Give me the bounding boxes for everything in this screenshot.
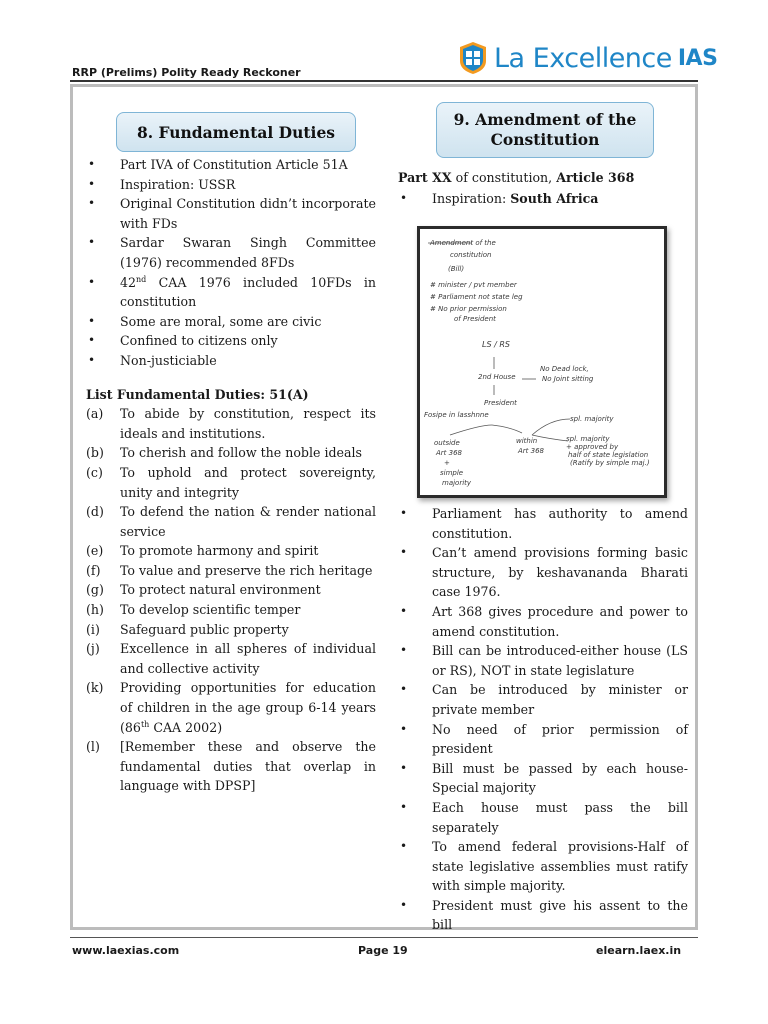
list-item: • Each house must pass the bill separately [398,798,688,837]
sketch-approved: + approved by [566,443,619,451]
sketch-bill: (Bill) [448,265,465,273]
logo-suffix: IAS [677,45,718,71]
footer-page-number: Page 19 [358,944,408,957]
footer-website: www.laexias.com [72,944,180,957]
sketch-note-3: # No prior permission [430,305,507,313]
sketch-note-4: of President [454,315,496,323]
list-item: • Part IVA of Constitution Article 51A [86,155,376,175]
list-item: • Original Constitution didn’t incorporate with FDs [86,194,376,233]
handwritten-notes-image [417,226,667,498]
logo-badge-icon [458,41,488,75]
list-item: (e) To promote harmony and spirit [86,543,319,559]
header-divider [70,80,698,82]
sketch-no-deadlock: No Dead lock, [540,365,589,373]
list-item: (i) Safeguard public property [86,621,289,637]
list-item: (c) To uphold and protect sovereignty, unity and integrity [86,464,376,500]
list-item: • Inspiration: South Africa [398,189,688,209]
sketch-second-house: 2nd House [478,373,516,381]
sketch-majority: majority [442,479,472,487]
sketch-president: President [484,399,517,407]
sketch-plus: + [444,459,450,467]
section-title-line1: 9. Amendment of the [453,110,637,129]
sketch-heading-1: Amendment of the [430,239,496,247]
fd-bullet-list [86,155,376,371]
footer-elearn: elearn.laex.in [596,944,682,957]
logo-text: La Excellence [494,42,672,74]
sketch-note-1: # minister / pvt member [430,281,517,289]
sketch-outside: outside [434,439,460,447]
list-item: (j) Excellence in all spheres of individual and collective activity [86,641,376,676]
list-item: • Inspiration: USSR [86,175,376,195]
sketch-art368-a: Art 368 [436,449,462,457]
sketch-note-2: # Parliament not state leg [430,293,523,301]
list-item: • Can be introduced by minister or private member [398,680,688,719]
list-item: • Some are moral, some are civic [86,312,376,332]
sketch-simple-maj-note: (Ratify by simple maj.) [570,459,650,467]
brand-logo [458,40,717,76]
document-header-title: RRP (Prelims) Polity Ready Reckoner [72,66,301,79]
list-item: • 42nd CAA 1976 included 10FDs in constitution [86,273,376,312]
list-item: • President must give his assent to the bill [398,896,688,935]
sketch-art368-b: Art 368 [518,447,544,455]
list-item: • No need of prior permission of president [398,720,688,759]
duties-list-heading: List Fundamental Duties: 51(A) [86,386,309,402]
list-item: (h) To develop scientific temper [86,602,301,618]
list-item: • Bill must be passed by each house-Special majority [398,759,688,798]
section-title-amendment [436,102,654,158]
list-item: • Sardar Swaran Singh Committee (1976) recommended 8FDs [86,233,376,272]
list-item: • Bill can be introduced-either house (LS or RS), NOT in state legislature [398,641,688,680]
section-title-text: 8. Fundamental Duties [136,122,336,142]
list-item: (b) To cherish and follow the noble ideals [86,445,363,461]
amendment-intro [398,168,688,208]
list-item: (l) [Remember these and observe the fundamental duties that overlap in language with DPSP] [86,739,376,794]
sketch-no-joint: No Joint sitting [542,375,594,383]
list-item: • Confined to citizens only [86,331,376,351]
list-item: • Parliament has authority to amend constitution. [398,504,688,543]
list-item: • Non-justiciable [86,351,376,371]
sketch-within: within [516,437,538,445]
list-item: • Can’t amend provisions forming basic structure, by keshavananda Bharati case 1976. [398,543,688,602]
list-item: (a) To abide by constitution, respect its ideals and institutions. [86,406,376,441]
sketch-ls-rs: LS / RS [482,340,510,349]
duties-list [86,404,376,796]
list-item: (d) To defend the nation & render national service [86,504,376,539]
sketch-spl-majority-2: spl. majority [566,435,610,443]
list-item: • Art 368 gives procedure and power to amend constitution. [398,602,688,641]
amendment-points [398,504,688,935]
list-item: • To amend federal provisions-Half of state legislative assemblies must ratify with simple majority. [398,837,688,896]
fundamental-duties-column [86,155,376,796]
sketch-heading-2: constitution [450,251,492,259]
sketch-fosp: Fosipe in lasshnne [424,411,489,419]
amendment-part-article: Part XX of constitution, Article 368 [398,170,635,185]
list-item: (g) To protect natural environment [86,582,321,598]
footer-divider [70,937,698,938]
sketch-simple: simple [440,469,464,477]
sketch-spl-majority: spl. majority [570,415,614,423]
list-item: (k) Providing opportunities for education of children in the age group 6-14 years (86th CAA 2002) [86,680,376,735]
section-title-fundamental-duties [116,112,356,152]
sketch-half: half of state legislation [568,451,649,459]
list-item: (f) To value and preserve the rich heritage [86,562,373,578]
section-title-line2: Constitution [490,130,600,149]
